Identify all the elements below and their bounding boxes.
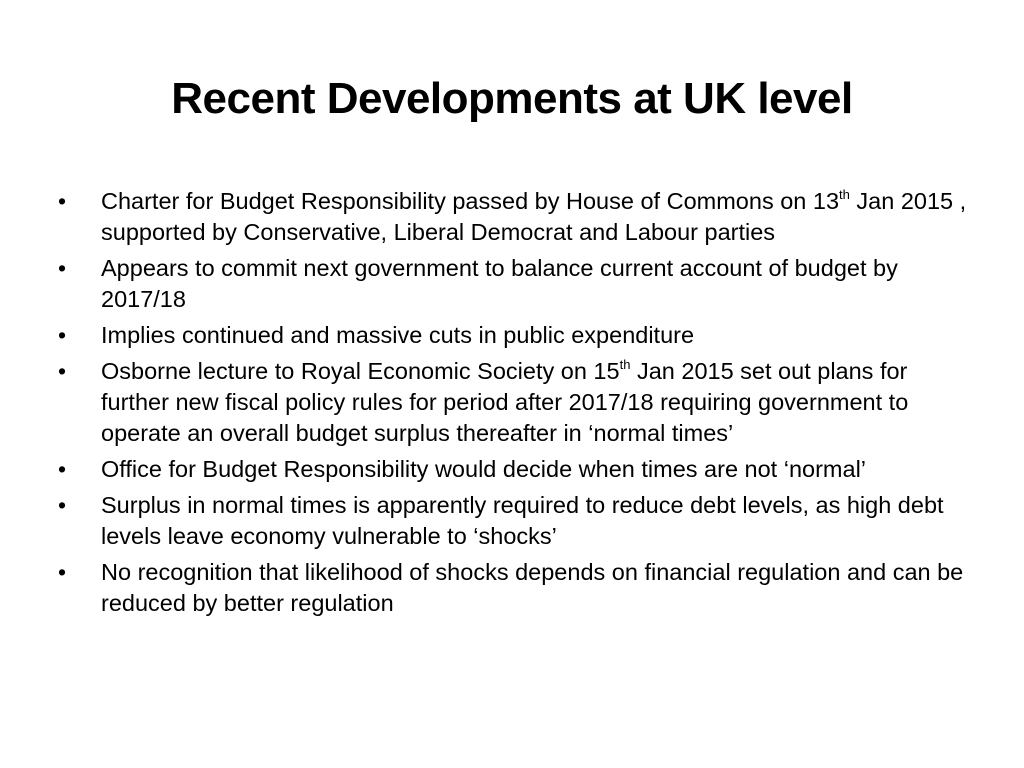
bullet-marker: • — [58, 456, 67, 482]
bullet-item — [58, 454, 970, 485]
bullet-text: Implies continued and massive cuts in public expenditure — [101, 322, 695, 348]
bullet-marker: • — [58, 255, 67, 281]
bullet-item — [58, 490, 970, 552]
bullet-item — [58, 253, 970, 315]
bullet-marker: • — [58, 559, 67, 585]
bullet-marker: • — [58, 492, 67, 518]
bullet-text: Surplus in normal times is apparently required to reduce debt levels, as high debt levels leave economy vulnerable to ‘shocks’ — [101, 492, 944, 549]
bullet-item — [58, 186, 970, 248]
bullet-marker: • — [58, 322, 67, 348]
bullet-list — [58, 186, 970, 624]
slide-title: Recent Developments at UK level — [171, 74, 853, 123]
bullet-marker: • — [58, 358, 67, 384]
bullet-text: Jan 2015 , supported by Conservative, Liberal Democrat and Labour parties — [101, 188, 967, 245]
bullet-text: Osborne lecture to Royal Economic Society on 15 — [101, 358, 620, 384]
bullet-item — [58, 320, 970, 351]
ordinal-superscript: th — [839, 187, 850, 202]
bullet-text: Charter for Budget Responsibility passed by House of Commons on 13 — [101, 188, 840, 214]
bullet-marker: • — [58, 188, 67, 214]
bullet-item — [58, 356, 970, 449]
bullet-text: Office for Budget Responsibility would decide when times are not ‘normal’ — [101, 456, 867, 482]
ordinal-superscript: th — [619, 357, 631, 372]
bullet-text: Appears to commit next government to balance current account of budget by 2017/18 — [101, 255, 898, 312]
bullet-text: No recognition that likelihood of shocks depends on financial regulation and can be reduced by better regulation — [101, 559, 964, 616]
bullet-item — [58, 557, 970, 619]
bullet-text: Jan 2015 set out plans for further new fiscal policy rules for period after 2017/18 requiring government to operate an overall budget surplus thereafter in ‘normal times’ — [101, 358, 909, 446]
